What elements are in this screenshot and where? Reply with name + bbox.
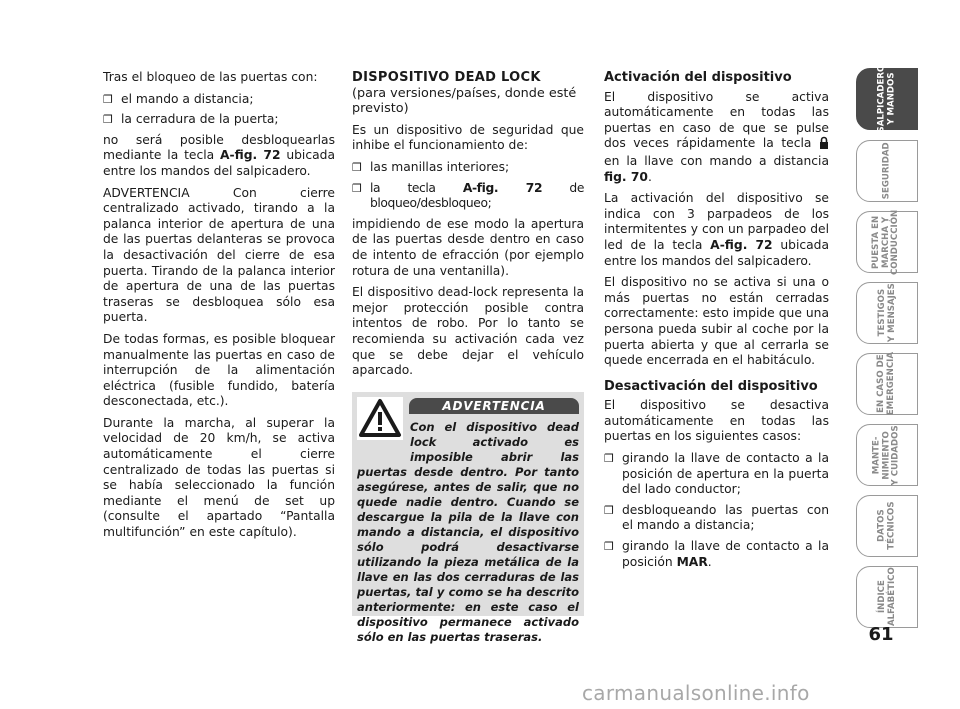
paragraph: El dispositivo no se activa si una o más puertas no están cerradas correctamente: esto impide que una persona pueda subir al coche por la puerta abierta y que al cerrarla se quede encerrada en el habitáculo.	[604, 275, 829, 368]
checkbox-bullet-icon: ❒	[103, 113, 113, 127]
paragraph: no será posible desbloquearlas mediante la tecla A-fig. 72 ubicada entre los mandos del salpicadero.	[103, 132, 335, 178]
tab-puesta-en-marcha[interactable]: PUESTA EN MARCHA Y CONDUCCIÓN	[856, 211, 918, 273]
list-item: ❒ la cerradura de la puerta;	[103, 112, 279, 127]
column-1	[103, 70, 335, 547]
list-item: ❒ girando la llave de contacto a la posición MAR.	[604, 539, 829, 569]
deactivation-heading: Desactivación del dispositivo	[604, 378, 818, 394]
warning-box	[352, 392, 584, 644]
section-subheading: (para versiones/países, donde esté previsto)	[352, 85, 577, 117]
warning-banner: ADVERTENCIA	[409, 398, 579, 414]
paragraph: ADVERTENCIA Con cierre centralizado activado, tirando a la palanca interior de apertura de una de las puertas delanteras se provoca la desactivación del cierre de esa puerta. Tirando de la palanca interior de apertura de una de las puertas traseras se desbloquea sólo esa puerta.	[103, 185, 335, 325]
paragraph: impidiendo de ese modo la apertura de las puertas desde dentro en caso de intento de efracción (por ejemplo rotura de una ventanilla).	[352, 216, 584, 278]
list-item: ❒ las manillas interiores;	[352, 159, 510, 174]
list-item: ❒ el mando a distancia;	[103, 91, 254, 106]
checkbox-bullet-icon: ❒	[103, 92, 113, 106]
warning-text: Con el dispositivo dead lock activado es imposible abrir las puertas desde dentro. Por tanto asegúrese, antes de salir, que no quede nadie dentro. Cuando se descargue la pila de la llave con mando a distancia, el dispositivo sólo podrá desactivarse utilizando la pieza metálica de la llave en las dos cerraduras de las puertas, tal y como se ha descrito anteriormente: en este caso el dispositivo permanece activado sólo en las puertas traseras.	[357, 420, 579, 644]
tab-emergencia[interactable]: EN CASO DE EMERGENCIA	[856, 353, 918, 415]
tab-testigos[interactable]: TESTIGOS Y MENSAJES	[856, 282, 918, 344]
intro-text: Tras el bloqueo de las puertas con:	[103, 70, 318, 84]
list-item: ❒ girando la llave de contacto a la posición de apertura en la puerta del lado conductor;	[604, 451, 829, 497]
paragraph: El dispositivo se desactiva automáticamente en todas las puertas en los siguientes casos:	[604, 398, 829, 444]
list-item: ❒ la tecla A-fig. 72 de bloqueo/desbloqueo;	[352, 180, 584, 211]
paragraph: La activación del dispositivo se indica con 3 parpadeos de los intermitentes y con un parpadeo del led de la tecla A-fig. 72 ubicada entre los mandos del salpicadero.	[604, 191, 829, 268]
tab-salpicadero[interactable]: SALPICADERO Y MANDOS	[856, 68, 918, 130]
list-item: ❒ desbloqueando las puertas con el mando a distancia;	[604, 502, 829, 533]
lock-icon	[819, 136, 829, 154]
checkbox-bullet-icon: ❒	[352, 160, 362, 174]
paragraph: Es un dispositivo de seguridad que inhibe el funcionamiento de:	[352, 122, 584, 153]
watermark: carmanualsonline.info	[582, 681, 810, 705]
paragraph: Durante la marcha, al superar la velocidad de 20 km/h, se activa automáticamente el cierre centralizado de todas las puertas si se había seleccionado la función mediante el menú de set up (consulte el apartado “Pantalla multifunción” en este capítulo).	[103, 415, 335, 540]
checkbox-bullet-icon: ❒	[604, 503, 614, 517]
checkbox-bullet-icon: ❒	[604, 540, 614, 554]
tab-indice-alfabetico[interactable]: ÍNDICE ALFABÉTICO	[856, 566, 918, 628]
tab-seguridad[interactable]: SEGURIDAD	[856, 140, 918, 202]
column-2	[352, 70, 584, 385]
column-3	[604, 70, 829, 575]
paragraph: El dispositivo dead-lock representa la mejor protección posible contra intentos de robo. Por lo tanto se recomienda su activación cada vez que se debe dejar el vehículo aparcado.	[352, 285, 584, 378]
activation-heading: Activación del dispositivo	[604, 70, 792, 85]
paragraph: De todas formas, es posible bloquear manualmente las puertas en caso de interrupción de la alimentación eléctrica (fusible fundido, batería desconectada, etc.).	[103, 331, 335, 409]
section-heading: DISPOSITIVO DEAD LOCK	[352, 70, 541, 85]
paragraph: El dispositivo se activa automáticamente en todas las puertas en caso de que se pulse dos veces rápidamente la tecla en la llave con mando a distancia fig. 70.	[604, 89, 829, 184]
checkbox-bullet-icon: ❒	[604, 452, 614, 466]
tab-datos-tecnicos[interactable]: DATOS TÉCNICOS	[856, 495, 918, 557]
checkbox-bullet-icon: ❒	[352, 181, 362, 195]
tab-mantenimiento[interactable]: MANTE- NIMIENTO Y CUIDADOS	[856, 424, 918, 486]
page-number: 61	[868, 624, 894, 645]
